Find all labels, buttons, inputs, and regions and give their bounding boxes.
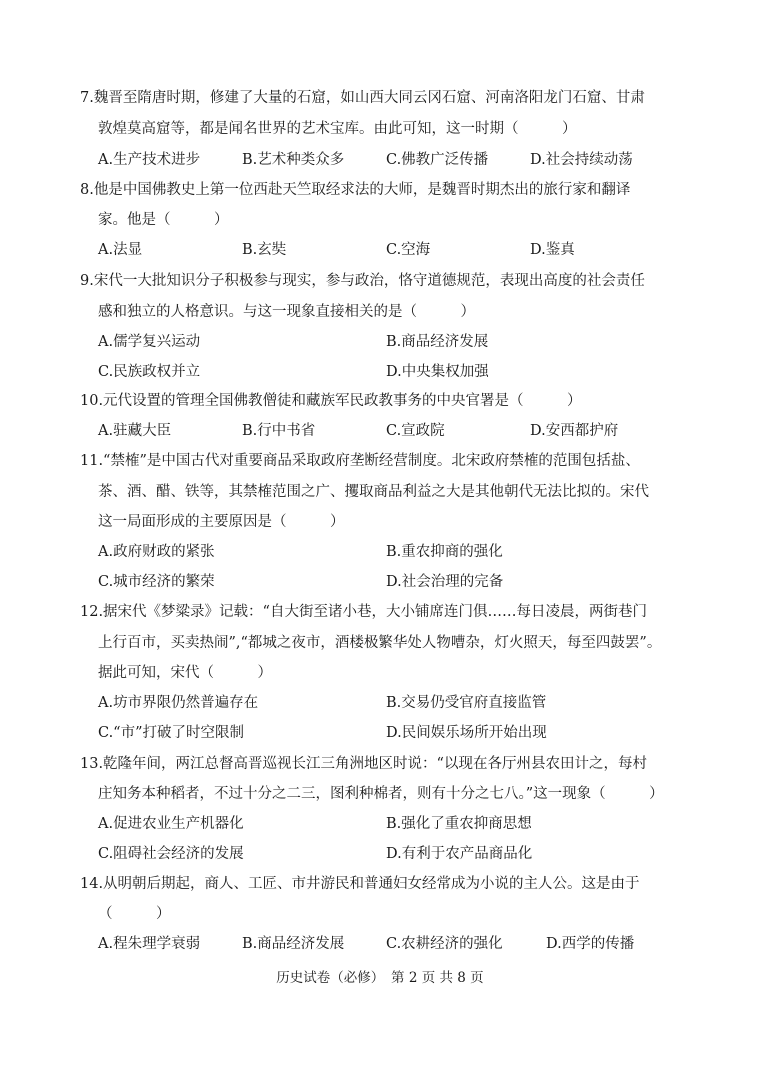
question-11-option-a: A.政府财政的紧张 — [98, 544, 215, 560]
question-12-stem-line-3: 据此可知，宋代（ ） — [98, 665, 272, 681]
question-11-stem-line-2: 茶、酒、醋、铁等，其禁榷范围之广、攫取商品利益之大是其他朝代无法比拟的。宋代 — [98, 484, 649, 500]
question-7-option-c: C.佛教广泛传播 — [386, 152, 489, 168]
question-7-option-a: A.生产技术进步 — [98, 152, 201, 168]
question-13-option-d: D.有利于农产品商品化 — [386, 846, 533, 862]
question-7-stem-line-1: 7.魏晋至隋唐时期，修建了大量的石窟，如山西大同云冈石窟、河南洛阳龙门石窟、甘肃 — [80, 90, 645, 106]
question-9-option-d: D.中央集权加强 — [386, 364, 489, 380]
question-8-option-a: A.法显 — [98, 242, 143, 258]
question-12-option-a: A.坊市界限仍然普遍存在 — [98, 695, 259, 711]
question-12-stem-line-1: 12.据宋代《梦粱录》记载：“自大街至诸小巷，大小铺席连门俱……每日凌晨，两街巷门 — [80, 604, 647, 620]
question-13-stem-line-2: 庄知务本种稻者，不过十分之二三，图利种棉者，则有十分之七八。”这一现象（ ） — [98, 786, 664, 802]
question-10-option-d: D.安西都护府 — [530, 423, 619, 439]
question-10-option-a: A.驻藏大臣 — [98, 423, 172, 439]
question-13-option-a: A.促进农业生产机器化 — [98, 816, 244, 832]
question-14-option-a: A.程朱理学衰弱 — [98, 936, 201, 952]
question-12-option-d: D.民间娱乐场所开始出现 — [386, 725, 547, 741]
question-13-stem-line-1: 13.乾隆年间，两江总督高晋巡视长江三角洲地区时说：“以现在各厅州县农田计之，每村 — [80, 756, 647, 772]
question-7-option-b: B.艺术种类众多 — [242, 152, 345, 168]
question-13-option-c: C.阻碍社会经济的发展 — [98, 846, 244, 862]
question-14-option-c: C.农耕经济的强化 — [386, 936, 503, 952]
question-10-stem-line-1: 10.元代设置的管理全国佛教僧徒和藏族军民政教事务的中央官署是（ ） — [80, 393, 582, 409]
question-9-stem-line-1: 9.宋代一大批知识分子积极参与现实，参与政治，恪守道德规范，表现出高度的社会责任 — [80, 273, 645, 289]
question-9-option-c: C.民族政权并立 — [98, 364, 201, 380]
question-8-stem-line-1: 8.他是中国佛教史上第一位西赴天竺取经求法的大师，是魏晋时期杰出的旅行家和翻译 — [80, 182, 631, 198]
question-14-stem-line-1: 14.从明朝后期起，商人、工匠、市井游民和普通妇女经常成为小说的主人公。这是由于 — [80, 876, 640, 892]
question-12-stem-line-2: 上行百市，买卖热闹”,“都城之夜市，酒楼极繁华处人物嘈杂，灯火照天，每至四鼓罢”。 — [98, 635, 662, 651]
question-12-option-b: B.交易仍受官府直接监管 — [386, 695, 547, 711]
page-footer: 历史试卷（必修） 第 2 页 共 8 页 — [276, 970, 484, 986]
question-7-stem-line-2: 敦煌莫高窟等，都是闻名世界的艺术宝库。由此可知，这一时期（ ） — [98, 121, 577, 137]
question-10-option-b: B.行中书省 — [242, 423, 316, 439]
question-7-option-d: D.社会持续动荡 — [530, 152, 633, 168]
question-8-option-b: B.玄奘 — [242, 242, 287, 258]
question-9-option-a: A.儒学复兴运动 — [98, 334, 201, 350]
question-11-option-d: D.社会治理的完备 — [386, 574, 504, 590]
question-8-stem-line-2: 家。他是（ ） — [98, 212, 229, 228]
question-14-option-b: B.商品经济发展 — [242, 936, 345, 952]
question-14-stem-line-2: （ ） — [98, 906, 171, 922]
question-12-option-c: C.“市”打破了时空限制 — [98, 725, 245, 741]
question-9-stem-line-2: 感和独立的人格意识。与这一现象直接相关的是（ ） — [98, 304, 475, 320]
question-14-option-d: D.西学的传播 — [546, 936, 635, 952]
question-11-stem-line-3: 这一局面形成的主要原因是（ ） — [98, 514, 345, 530]
question-10-option-c: C.宣政院 — [386, 423, 445, 439]
question-11-stem-line-1: 11.“禁榷”是中国古代对重要商品采取政府垄断经营制度。北宋政府禁榷的范围包括盐、 — [80, 453, 640, 469]
question-11-option-c: C.城市经济的繁荣 — [98, 574, 215, 590]
question-8-option-d: D.鉴真 — [530, 242, 575, 258]
question-9-option-b: B.商品经济发展 — [386, 334, 489, 350]
question-11-option-b: B.重农抑商的强化 — [386, 544, 503, 560]
question-8-option-c: C.空海 — [386, 242, 431, 258]
question-13-option-b: B.强化了重农抑商思想 — [386, 816, 532, 832]
